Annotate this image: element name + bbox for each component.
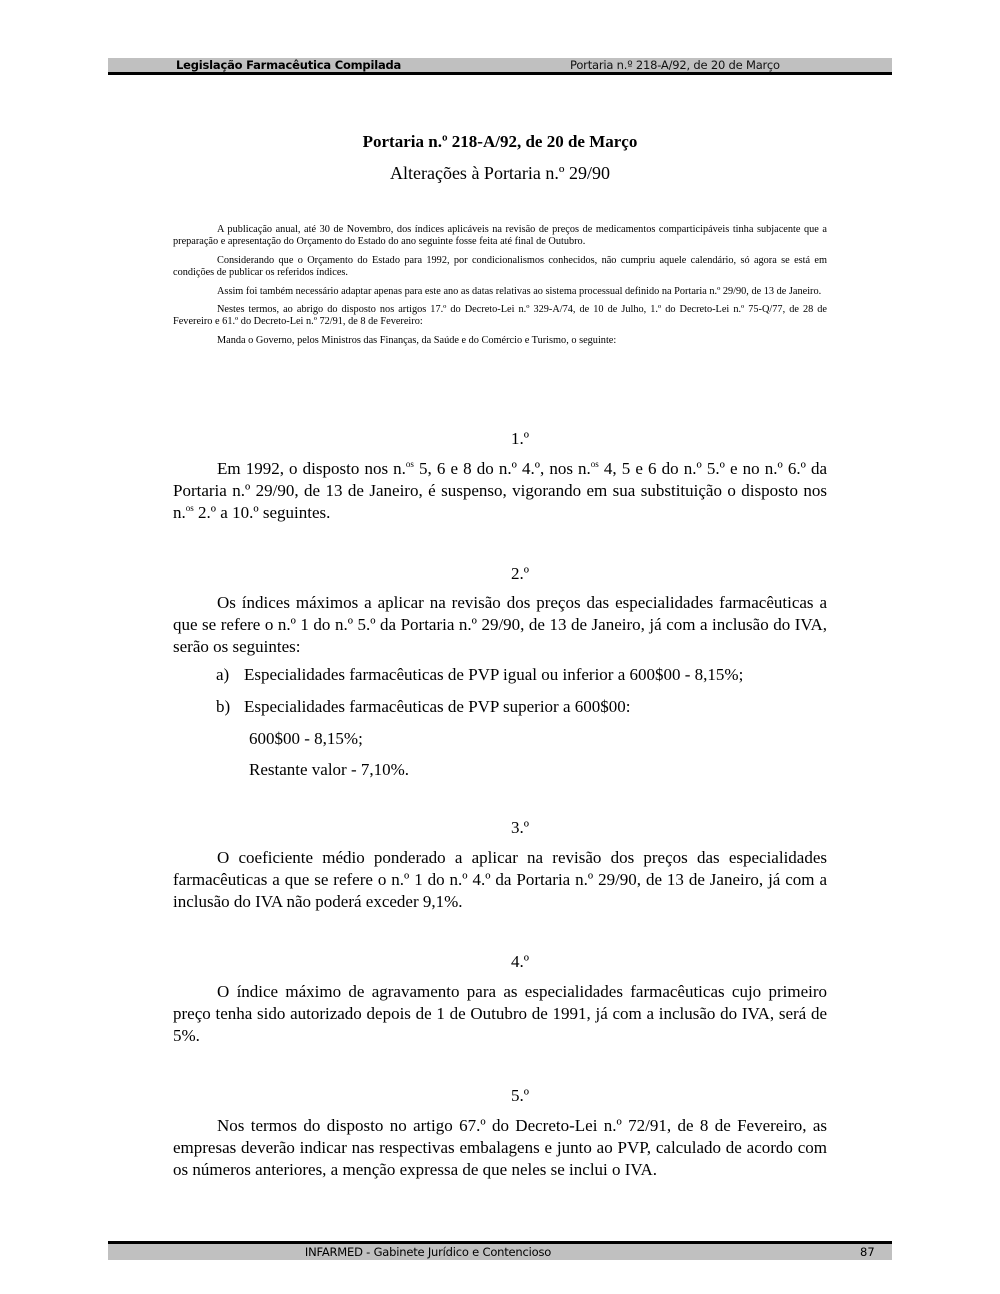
sub-list-item: Restante valor - 7,10%.: [249, 760, 410, 779]
article-body: [173, 592, 827, 658]
preamble-paragraph: Assim foi também necessário adaptar apenas para este ano as datas relativas ao sistema processual definido na Portaria n.º 29/90, de 13 de Janeiro.: [217, 285, 822, 297]
text-run: Em 1992, o disposto nos n.: [217, 459, 406, 478]
preamble: [173, 224, 827, 353]
preamble-paragraph: A publicação anual, até 30 de Novembro, dos índices aplicáveis na revisão de preços de medicamentos comparticipáveis tinha subjacente que a preparação e apresentação do Orçamento do Estado do ano seguinte fosse feita até final de Outubro.: [173, 224, 827, 248]
article-body: [173, 458, 827, 524]
article-paragraph: Os índices máximos a aplicar na revisão dos preços das especialidades farmacêuticas a que se refere o n.º 1 do n.º 5.º da Portaria n.º 29/90, de 13 de Janeiro, já com a inclusão do IVA, serão os seguintes:: [173, 593, 827, 656]
superscript: os: [590, 459, 599, 469]
list-marker: b): [216, 697, 231, 716]
footer-publisher: INFARMED - Gabinete Jurídico e Contencioso: [304, 1245, 552, 1259]
article-number: 5.º: [510, 1086, 530, 1105]
article-paragraph: O coeficiente médio ponderado a aplicar na revisão dos preços das especialidades farmacêuticas a que se refere o n.º 1 do n.º 4.º da Portaria n.º 29/90, de 13 de Janeiro, já com a inclusão do IVA não poderá exceder 9,1%.: [173, 848, 827, 911]
list-item-text: Especialidades farmacêuticas de PVP igual ou inferior a 600$00 - 8,15%;: [244, 665, 744, 684]
article-body: [173, 847, 827, 913]
document-title: Portaria n.º 218-A/92, de 20 de Março: [362, 132, 638, 151]
superscript: os: [185, 503, 194, 513]
list-marker: a): [216, 665, 230, 684]
page-number: 87: [860, 1245, 875, 1259]
preamble-paragraph: Nestes termos, ao abrigo do disposto nos artigos 17.º do Decreto-Lei n.º 329-A/74, de 10 de Julho, 1.º do Decreto-Lei n.º 75-Q/77, de 28 de Fevereiro e 61.º do Decreto-Lei n.º 72/91, de 8 de Fevereiro:: [173, 304, 827, 328]
sub-list-item: 600$00 - 8,15%;: [249, 729, 363, 748]
list-item: [216, 696, 630, 718]
superscript: os: [405, 459, 414, 469]
article-paragraph: O índice máximo de agravamento para as especialidades farmacêuticas cujo primeiro preço tenha sido autorizado depois de 1 de Outubro de 1991, já com a inclusão do IVA, será de 5%.: [173, 982, 827, 1045]
article-paragraph: Nos termos do disposto no artigo 67.º do Decreto-Lei n.º 72/91, de 8 de Fevereiro, as empresas deverão indicar nas respectivas embalagens e junto ao PVP, calculado de acordo com os números anteriores, a menção expressa de que neles se inclui o IVA.: [173, 1116, 827, 1179]
article-body: [173, 1115, 827, 1181]
article-number: 2.º: [510, 564, 530, 583]
article-paragraph: [173, 458, 827, 524]
text-run: 4, 5 e 6 do n.º 5.º e no n.º 6.º da Portaria n.º 29/90, de 13 de Janeiro, é suspenso, vigorando em sua substituição o disposto nos n.: [173, 459, 827, 522]
header-collection-title: Legislação Farmacêutica Compilada: [176, 58, 402, 72]
list-item: [216, 664, 743, 686]
article-number: 4.º: [510, 952, 530, 971]
article-number: 1.º: [510, 429, 530, 448]
preamble-paragraph: Manda o Governo, pelos Ministros das Finanças, da Saúde e do Comércio e Turismo, o seguinte:: [217, 334, 617, 346]
preamble-paragraph: Considerando que o Orçamento do Estado para 1992, por condicionalismos conhecidos, não cumpriu aquele calendário, só agora se está em condições de publicar os referidos índices.: [173, 254, 827, 279]
article-number: 3.º: [510, 818, 530, 837]
article-body: [173, 981, 827, 1047]
list-item-text: Especialidades farmacêuticas de PVP superior a 600$00:: [244, 697, 631, 716]
text-run: 5, 6 e 8 do n.º 4.º, nos n.: [413, 459, 591, 478]
document-subtitle: Alterações à Portaria n.º 29/90: [389, 163, 610, 183]
header-document-reference: Portaria n.º 218-A/92, de 20 de Março: [570, 58, 780, 72]
text-run: 2.º a 10.º seguintes.: [193, 503, 331, 522]
